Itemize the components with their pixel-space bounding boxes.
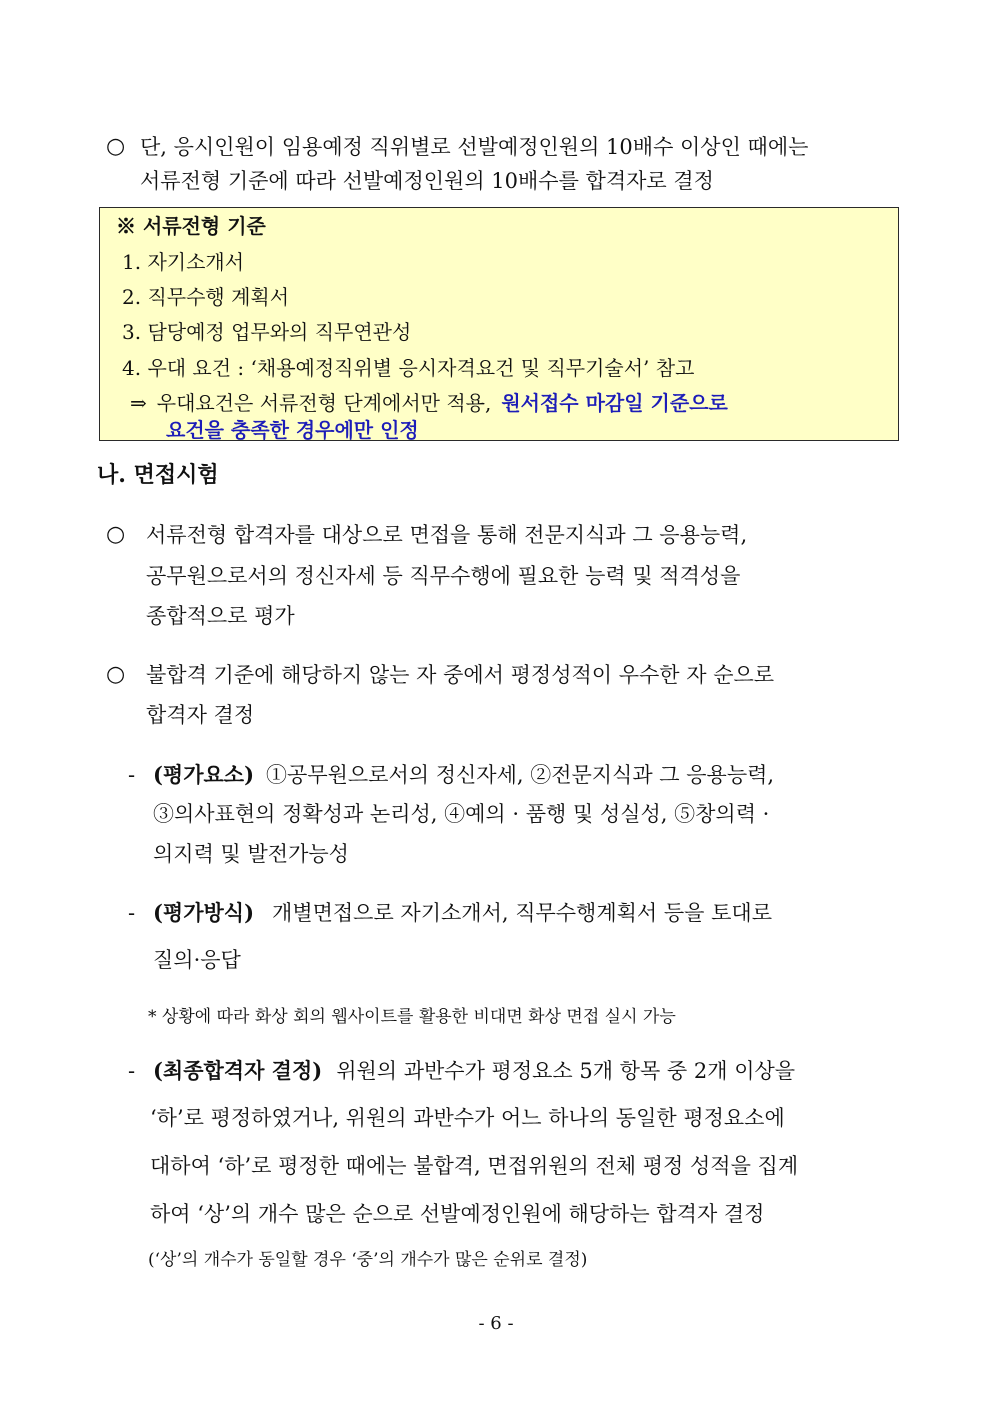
paragraph-line — [153, 898, 898, 928]
paragraph-line: ③의사표현의 정확성과 논리성, ④예의 · 품행 및 성실성, ⑤창의력 · — [153, 802, 770, 826]
item-label: (평가요소) — [153, 762, 255, 787]
dash-marker: - — [128, 901, 136, 925]
paragraph-line: 서류전형 기준에 따라 선발예정인원의 10배수를 합격자로 결정 — [140, 169, 714, 193]
note-text: 우대요건은 서류전형 단계에서만 적용, — [156, 391, 492, 415]
arrow-icon: ⇒ — [130, 391, 147, 415]
dash-marker: - — [128, 763, 136, 787]
paragraph-line: 공무원으로서의 정신자세 등 직무수행에 필요한 능력 및 적격성을 — [146, 564, 741, 588]
paragraph-line: 합격자 결정 — [146, 703, 255, 727]
paragraph-line — [140, 132, 898, 162]
page-number: - 6 - — [478, 1313, 514, 1334]
paragraph-line — [153, 760, 898, 790]
item-label: (최종합격자 결정) — [153, 1058, 323, 1083]
paragraph-line: 질의·응답 — [153, 948, 241, 972]
footnote: (‘상’의 개수가 동일할 경우 ‘중’의 개수가 많은 순위로 결정) — [148, 1250, 588, 1270]
note-emphasis: 요건을 충족한 경우에만 인정 — [166, 418, 419, 442]
criteria-item: 4. 우대 요건 : ‘채용예정직위별 응시자격요건 및 직무기술서’ 참고 — [122, 356, 695, 380]
dash-marker: - — [128, 1059, 136, 1083]
paragraph-line: 대하여 ‘하’로 평정한 때에는 불합격, 면접위원의 전체 평정 성적을 집계 — [150, 1154, 799, 1178]
note-emphasis: 원서접수 마감일 기준으로 — [501, 391, 728, 415]
paragraph-line: 불합격 기준에 해당하지 않는 자 중에서 평정성적이 우수한 자 순으로 — [146, 663, 775, 687]
text-line: 위원의 과반수가 평정요소 5개 항목 중 2개 이상을 — [336, 1059, 796, 1083]
criteria-item: 1. 자기소개서 — [122, 250, 245, 274]
footnote: * 상황에 따라 화상 회의 웹사이트를 활용한 비대면 화상 면접 실시 가능 — [148, 1007, 676, 1027]
paragraph-line: 종합적으로 평가 — [146, 604, 295, 628]
text-line: ①공무원으로서의 정신자세, ②전문지식과 그 응용능력, — [266, 763, 775, 787]
text-line: 단, 응시인원이 임용예정 직위별로 선발예정인원의 10배수 이상인 때에는 — [140, 135, 809, 159]
criteria-note — [130, 388, 885, 418]
criteria-item: 2. 직무수행 계획서 — [122, 285, 290, 309]
bullet-symbol: ○ — [106, 134, 126, 159]
bullet-symbol: ○ — [106, 522, 126, 547]
text-line: 개별면접으로 자기소개서, 직무수행계획서 등을 토대로 — [272, 901, 772, 925]
paragraph-line: 의지력 및 발전가능성 — [153, 842, 349, 866]
criteria-box — [99, 207, 899, 441]
item-label: (평가방식) — [153, 900, 255, 925]
paragraph-line: 서류전형 합격자를 대상으로 면접을 통해 전문지식과 그 응용능력, — [146, 523, 748, 547]
criteria-item: 3. 담당예정 업무와의 직무연관성 — [122, 320, 412, 344]
section-heading: 나. 면접시험 — [97, 462, 219, 488]
bullet-symbol: ○ — [106, 662, 126, 687]
paragraph-line: 하여 ‘상’의 개수 많은 순으로 선발예정인원에 해당하는 합격자 결정 — [150, 1202, 765, 1226]
paragraph-line: ‘하’로 평정하였거나, 위원의 과반수가 어느 하나의 동일한 평정요소에 — [150, 1106, 785, 1130]
paragraph-line — [153, 1056, 898, 1086]
criteria-box-title: ※ 서류전형 기준 — [116, 214, 266, 238]
